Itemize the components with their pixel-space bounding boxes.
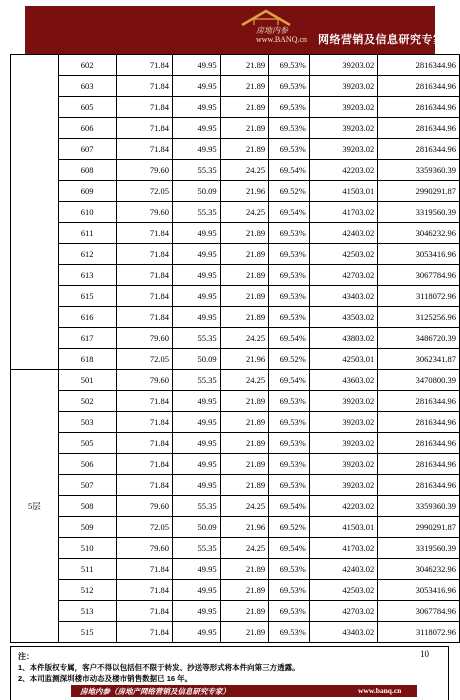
value-cell: 3359360.39 bbox=[378, 496, 460, 517]
value-cell: 69.53% bbox=[269, 559, 310, 580]
value-cell: 71.84 bbox=[116, 244, 172, 265]
table-row bbox=[11, 349, 460, 370]
room-cell: 615 bbox=[58, 286, 116, 307]
value-cell: 69.53% bbox=[269, 286, 310, 307]
value-cell: 71.84 bbox=[116, 265, 172, 286]
room-cell: 509 bbox=[58, 517, 116, 538]
table-row bbox=[11, 307, 460, 328]
value-cell: 49.95 bbox=[172, 244, 220, 265]
logo-text: 房地内参 bbox=[256, 26, 288, 35]
room-cell: 510 bbox=[58, 538, 116, 559]
value-cell: 79.60 bbox=[116, 496, 172, 517]
room-cell: 612 bbox=[58, 244, 116, 265]
value-cell: 49.95 bbox=[172, 475, 220, 496]
value-cell: 41703.02 bbox=[309, 202, 377, 223]
value-cell: 49.95 bbox=[172, 139, 220, 160]
value-cell: 69.53% bbox=[269, 412, 310, 433]
room-cell: 609 bbox=[58, 181, 116, 202]
value-cell: 2990291.87 bbox=[378, 517, 460, 538]
value-cell: 39203.02 bbox=[309, 412, 377, 433]
value-cell: 71.84 bbox=[116, 412, 172, 433]
value-cell: 24.25 bbox=[220, 202, 269, 223]
value-cell: 3067784.96 bbox=[378, 601, 460, 622]
value-cell: 21.89 bbox=[220, 55, 269, 76]
room-cell: 606 bbox=[58, 118, 116, 139]
value-cell: 2816344.96 bbox=[378, 412, 460, 433]
value-cell: 21.89 bbox=[220, 244, 269, 265]
value-cell: 71.84 bbox=[116, 118, 172, 139]
value-cell: 3046232.96 bbox=[378, 559, 460, 580]
value-cell: 24.25 bbox=[220, 496, 269, 517]
value-cell: 79.60 bbox=[116, 160, 172, 181]
value-cell: 49.95 bbox=[172, 307, 220, 328]
room-cell: 502 bbox=[58, 391, 116, 412]
value-cell: 50.09 bbox=[172, 517, 220, 538]
value-cell: 39203.02 bbox=[309, 454, 377, 475]
value-cell: 71.84 bbox=[116, 622, 172, 643]
value-cell: 50.09 bbox=[172, 181, 220, 202]
value-cell: 2816344.96 bbox=[378, 118, 460, 139]
value-cell: 21.96 bbox=[220, 181, 269, 202]
room-cell: 515 bbox=[58, 622, 116, 643]
value-cell: 42703.02 bbox=[309, 265, 377, 286]
value-cell: 21.89 bbox=[220, 76, 269, 97]
room-cell: 605 bbox=[58, 97, 116, 118]
value-cell: 2816344.96 bbox=[378, 433, 460, 454]
value-cell: 69.54% bbox=[269, 538, 310, 559]
value-cell: 3319560.39 bbox=[378, 202, 460, 223]
value-cell: 21.89 bbox=[220, 412, 269, 433]
floor-label bbox=[11, 55, 59, 370]
room-cell: 618 bbox=[58, 349, 116, 370]
value-cell: 49.95 bbox=[172, 118, 220, 139]
room-cell: 607 bbox=[58, 139, 116, 160]
table-row bbox=[11, 223, 460, 244]
value-cell: 2816344.96 bbox=[378, 97, 460, 118]
value-cell: 49.95 bbox=[172, 391, 220, 412]
value-cell: 72.05 bbox=[116, 517, 172, 538]
value-cell: 21.89 bbox=[220, 601, 269, 622]
value-cell: 42403.02 bbox=[309, 223, 377, 244]
value-cell: 3118072.96 bbox=[378, 286, 460, 307]
table-row bbox=[11, 391, 460, 412]
value-cell: 21.89 bbox=[220, 475, 269, 496]
value-cell: 71.84 bbox=[116, 286, 172, 307]
value-cell: 71.84 bbox=[116, 433, 172, 454]
value-cell: 3486720.39 bbox=[378, 328, 460, 349]
room-cell: 613 bbox=[58, 265, 116, 286]
value-cell: 39203.02 bbox=[309, 475, 377, 496]
value-cell: 55.35 bbox=[172, 160, 220, 181]
value-cell: 71.84 bbox=[116, 580, 172, 601]
value-cell: 2990291.87 bbox=[378, 181, 460, 202]
room-cell: 505 bbox=[58, 433, 116, 454]
value-cell: 69.52% bbox=[269, 181, 310, 202]
table-row bbox=[11, 622, 460, 643]
room-cell: 501 bbox=[58, 370, 116, 391]
table-row bbox=[11, 244, 460, 265]
value-cell: 49.95 bbox=[172, 622, 220, 643]
value-cell: 79.60 bbox=[116, 538, 172, 559]
table-row bbox=[11, 76, 460, 97]
value-cell: 41703.02 bbox=[309, 538, 377, 559]
footer-bar-text: 房地内参（房地产网络营销及信息研究专家） bbox=[80, 687, 230, 696]
value-cell: 21.89 bbox=[220, 265, 269, 286]
value-cell: 21.89 bbox=[220, 118, 269, 139]
table-row bbox=[11, 118, 460, 139]
table-row bbox=[11, 265, 460, 286]
value-cell: 2816344.96 bbox=[378, 76, 460, 97]
value-cell: 69.53% bbox=[269, 433, 310, 454]
value-cell: 55.35 bbox=[172, 538, 220, 559]
room-cell: 611 bbox=[58, 223, 116, 244]
note-heading: 注： bbox=[18, 652, 34, 661]
value-cell: 69.53% bbox=[269, 97, 310, 118]
value-cell: 55.35 bbox=[172, 370, 220, 391]
table-row bbox=[11, 580, 460, 601]
value-cell: 79.60 bbox=[116, 370, 172, 391]
value-cell: 42403.02 bbox=[309, 559, 377, 580]
value-cell: 2816344.96 bbox=[378, 475, 460, 496]
value-cell: 55.35 bbox=[172, 202, 220, 223]
value-cell: 24.25 bbox=[220, 160, 269, 181]
value-cell: 49.95 bbox=[172, 559, 220, 580]
value-cell: 69.54% bbox=[269, 160, 310, 181]
value-cell: 39203.02 bbox=[309, 76, 377, 97]
value-cell: 69.53% bbox=[269, 601, 310, 622]
value-cell: 55.35 bbox=[172, 328, 220, 349]
value-cell: 24.25 bbox=[220, 328, 269, 349]
table-row bbox=[11, 601, 460, 622]
value-cell: 39203.02 bbox=[309, 139, 377, 160]
value-cell: 49.95 bbox=[172, 433, 220, 454]
table-row bbox=[11, 517, 460, 538]
table-row bbox=[11, 328, 460, 349]
table-row bbox=[11, 139, 460, 160]
value-cell: 39203.02 bbox=[309, 55, 377, 76]
room-cell: 610 bbox=[58, 202, 116, 223]
room-cell: 617 bbox=[58, 328, 116, 349]
page-number: 10 bbox=[420, 649, 429, 659]
table-row bbox=[11, 559, 460, 580]
value-cell: 21.89 bbox=[220, 433, 269, 454]
room-cell: 507 bbox=[58, 475, 116, 496]
table-row bbox=[11, 538, 460, 559]
room-cell: 608 bbox=[58, 160, 116, 181]
room-cell: 512 bbox=[58, 580, 116, 601]
value-cell: 69.53% bbox=[269, 139, 310, 160]
room-cell: 503 bbox=[58, 412, 116, 433]
value-cell: 69.53% bbox=[269, 223, 310, 244]
value-cell: 42203.02 bbox=[309, 496, 377, 517]
value-cell: 49.95 bbox=[172, 580, 220, 601]
value-cell: 72.05 bbox=[116, 349, 172, 370]
value-cell: 3319560.39 bbox=[378, 538, 460, 559]
table-row bbox=[11, 433, 460, 454]
value-cell: 39203.02 bbox=[309, 391, 377, 412]
table-row bbox=[11, 55, 460, 76]
value-cell: 3062341.87 bbox=[378, 349, 460, 370]
value-cell: 3053416.96 bbox=[378, 244, 460, 265]
table-row bbox=[11, 454, 460, 475]
value-cell: 42203.02 bbox=[309, 160, 377, 181]
value-cell: 43403.02 bbox=[309, 286, 377, 307]
value-cell: 69.52% bbox=[269, 349, 310, 370]
room-cell: 616 bbox=[58, 307, 116, 328]
value-cell: 24.25 bbox=[220, 538, 269, 559]
value-cell: 71.84 bbox=[116, 55, 172, 76]
value-cell: 21.96 bbox=[220, 349, 269, 370]
value-cell: 43403.02 bbox=[309, 622, 377, 643]
room-cell: 603 bbox=[58, 76, 116, 97]
value-cell: 69.54% bbox=[269, 370, 310, 391]
value-cell: 42503.02 bbox=[309, 244, 377, 265]
value-cell: 21.89 bbox=[220, 97, 269, 118]
value-cell: 50.09 bbox=[172, 349, 220, 370]
value-cell: 49.95 bbox=[172, 223, 220, 244]
value-cell: 49.95 bbox=[172, 55, 220, 76]
table-row bbox=[11, 496, 460, 517]
value-cell: 49.95 bbox=[172, 601, 220, 622]
value-cell: 42503.01 bbox=[309, 349, 377, 370]
value-cell: 3053416.96 bbox=[378, 580, 460, 601]
value-cell: 69.53% bbox=[269, 76, 310, 97]
value-cell: 2816344.96 bbox=[378, 454, 460, 475]
value-cell: 42503.02 bbox=[309, 580, 377, 601]
value-cell: 21.89 bbox=[220, 622, 269, 643]
value-cell: 3125256.96 bbox=[378, 307, 460, 328]
value-cell: 3470800.39 bbox=[378, 370, 460, 391]
room-cell: 506 bbox=[58, 454, 116, 475]
value-cell: 3118072.96 bbox=[378, 622, 460, 643]
table-row bbox=[11, 202, 460, 223]
value-cell: 49.95 bbox=[172, 97, 220, 118]
note-line-1: 1、本件版权专属，客户不得以包括但不限于转发、抄送等形式将本件向第三方透露。 bbox=[18, 663, 300, 672]
footer-bar-url: www.banq.cn bbox=[358, 686, 402, 695]
value-cell: 71.84 bbox=[116, 601, 172, 622]
table-row bbox=[11, 181, 460, 202]
value-cell: 21.89 bbox=[220, 223, 269, 244]
value-cell: 69.53% bbox=[269, 307, 310, 328]
table-row bbox=[11, 370, 460, 391]
value-cell: 21.89 bbox=[220, 454, 269, 475]
value-cell: 21.89 bbox=[220, 391, 269, 412]
value-cell: 69.53% bbox=[269, 265, 310, 286]
value-cell: 3046232.96 bbox=[378, 223, 460, 244]
value-cell: 41503.01 bbox=[309, 517, 377, 538]
value-cell: 39203.02 bbox=[309, 97, 377, 118]
value-cell: 72.05 bbox=[116, 181, 172, 202]
value-cell: 69.53% bbox=[269, 580, 310, 601]
value-cell: 71.84 bbox=[116, 223, 172, 244]
banner-title: 网络营销及信息研究专家 bbox=[318, 34, 445, 46]
value-cell: 43603.02 bbox=[309, 370, 377, 391]
value-cell: 71.84 bbox=[116, 139, 172, 160]
value-cell: 69.53% bbox=[269, 454, 310, 475]
value-cell: 49.95 bbox=[172, 76, 220, 97]
value-cell: 24.25 bbox=[220, 370, 269, 391]
value-cell: 71.84 bbox=[116, 97, 172, 118]
value-cell: 55.35 bbox=[172, 496, 220, 517]
value-cell: 21.89 bbox=[220, 139, 269, 160]
value-cell: 21.96 bbox=[220, 517, 269, 538]
room-cell: 508 bbox=[58, 496, 116, 517]
value-cell: 69.54% bbox=[269, 496, 310, 517]
value-cell: 71.84 bbox=[116, 307, 172, 328]
value-cell: 69.53% bbox=[269, 391, 310, 412]
value-cell: 71.84 bbox=[116, 559, 172, 580]
value-cell: 21.89 bbox=[220, 559, 269, 580]
value-cell: 3359360.39 bbox=[378, 160, 460, 181]
value-cell: 79.60 bbox=[116, 202, 172, 223]
value-cell: 71.84 bbox=[116, 76, 172, 97]
price-table bbox=[10, 54, 460, 643]
value-cell: 3067784.96 bbox=[378, 265, 460, 286]
value-cell: 69.54% bbox=[269, 328, 310, 349]
value-cell: 69.53% bbox=[269, 622, 310, 643]
value-cell: 71.84 bbox=[116, 391, 172, 412]
room-cell: 511 bbox=[58, 559, 116, 580]
value-cell: 39203.02 bbox=[309, 433, 377, 454]
room-cell: 602 bbox=[58, 55, 116, 76]
value-cell: 41503.01 bbox=[309, 181, 377, 202]
room-cell: 513 bbox=[58, 601, 116, 622]
table-row bbox=[11, 475, 460, 496]
value-cell: 69.52% bbox=[269, 517, 310, 538]
value-cell: 2816344.96 bbox=[378, 139, 460, 160]
value-cell: 2816344.96 bbox=[378, 55, 460, 76]
table-row bbox=[11, 97, 460, 118]
value-cell: 43503.02 bbox=[309, 307, 377, 328]
value-cell: 71.84 bbox=[116, 454, 172, 475]
value-cell: 39203.02 bbox=[309, 118, 377, 139]
value-cell: 49.95 bbox=[172, 412, 220, 433]
value-cell: 42703.02 bbox=[309, 601, 377, 622]
table-row bbox=[11, 286, 460, 307]
value-cell: 43803.02 bbox=[309, 328, 377, 349]
logo-url: www.BANQ.cn bbox=[256, 35, 308, 44]
note-line-2: 2、本司监测深圳楼市动态及楼市销售数据已 16 年。 bbox=[18, 674, 193, 683]
table-row bbox=[11, 160, 460, 181]
value-cell: 69.53% bbox=[269, 244, 310, 265]
value-cell: 79.60 bbox=[116, 328, 172, 349]
value-cell: 2816344.96 bbox=[378, 391, 460, 412]
value-cell: 49.95 bbox=[172, 265, 220, 286]
table-row bbox=[11, 412, 460, 433]
value-cell: 21.89 bbox=[220, 286, 269, 307]
value-cell: 21.89 bbox=[220, 307, 269, 328]
value-cell: 69.54% bbox=[269, 202, 310, 223]
value-cell: 71.84 bbox=[116, 475, 172, 496]
value-cell: 21.89 bbox=[220, 580, 269, 601]
value-cell: 49.95 bbox=[172, 454, 220, 475]
value-cell: 49.95 bbox=[172, 286, 220, 307]
value-cell: 69.53% bbox=[269, 475, 310, 496]
floor-label: 5层 bbox=[11, 370, 59, 643]
value-cell: 69.53% bbox=[269, 118, 310, 139]
value-cell: 69.53% bbox=[269, 55, 310, 76]
